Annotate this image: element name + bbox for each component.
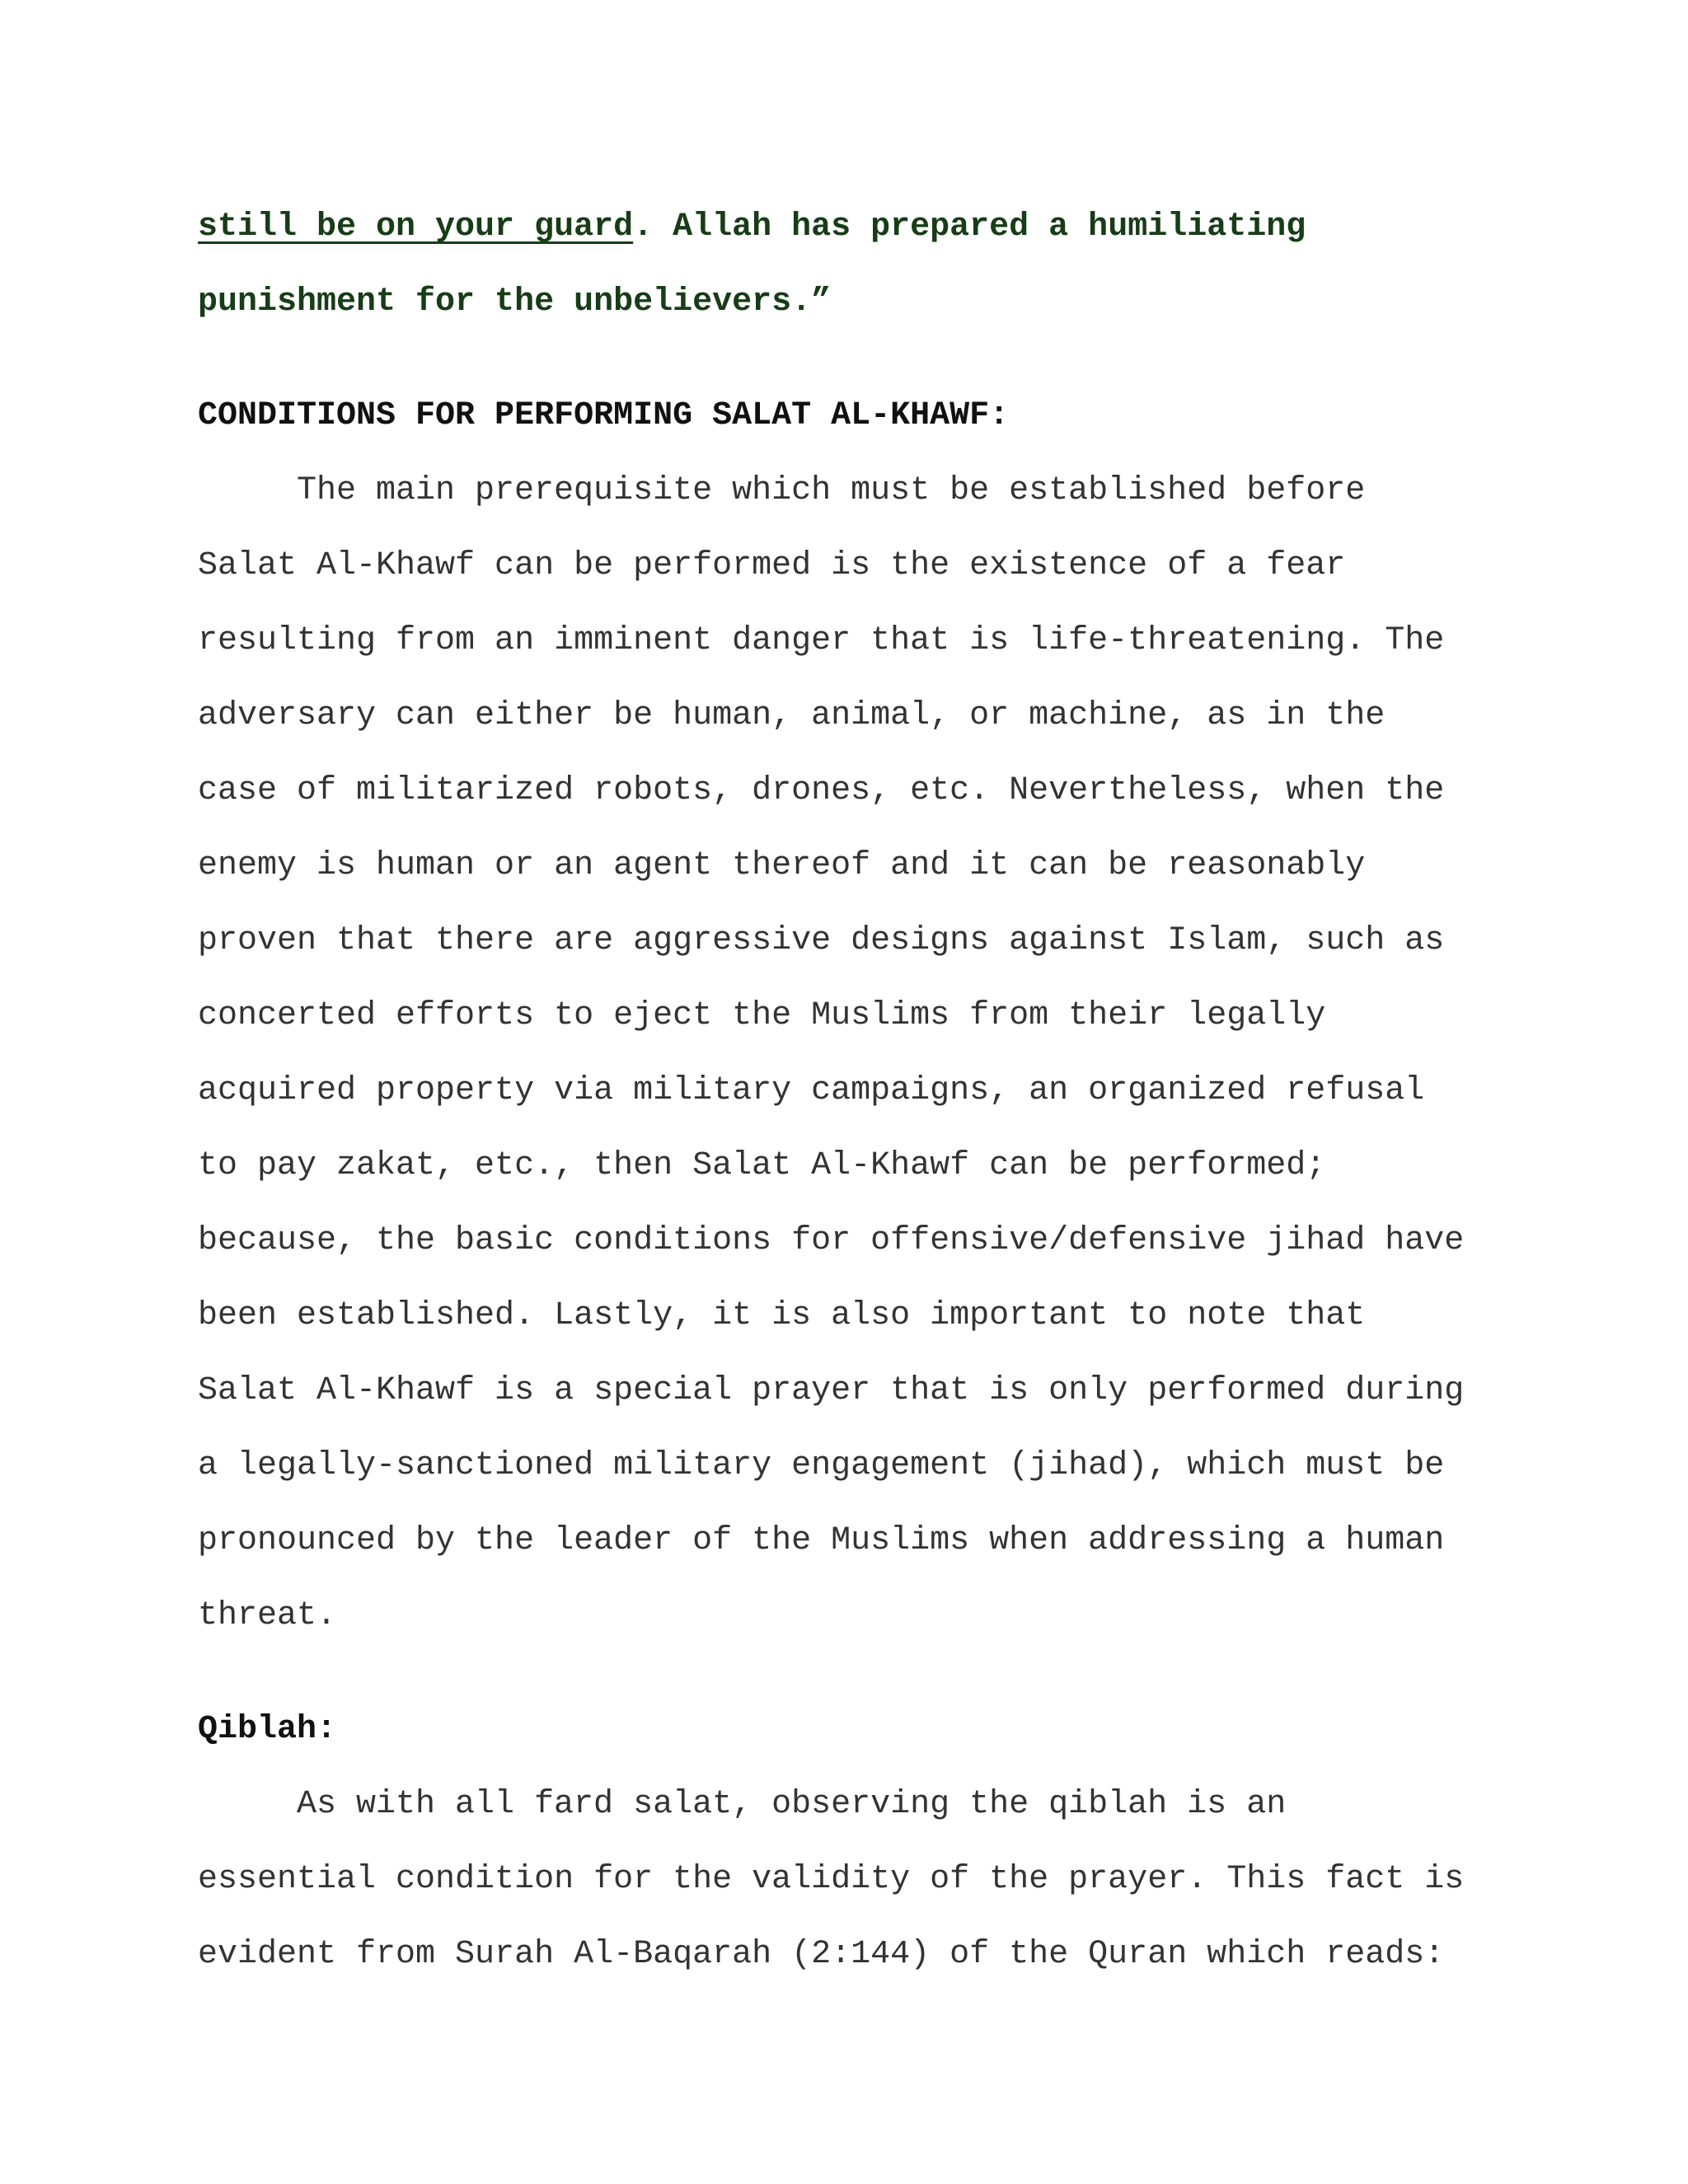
paragraph-line: adversary can either be human, animal, or machine, as in the (198, 697, 1386, 734)
paragraph-line: As with all fard salat, observing the qiblah is an (297, 1786, 1287, 1823)
paragraph-line: concerted efforts to eject the Muslims from their legally (198, 997, 1326, 1034)
section-heading-qiblah: Qiblah: (198, 1711, 337, 1748)
paragraph-line: pronounced by the leader of the Muslims when addressing a human (198, 1522, 1445, 1559)
paragraph-line: essential condition for the validity of the prayer. This fact is (198, 1861, 1465, 1898)
paragraph-line: proven that there are aggressive designs against Islam, such as (198, 922, 1445, 959)
paragraph-line: Salat Al-Khawf is a special prayer that is only performed during (198, 1372, 1465, 1409)
spacer (198, 340, 1484, 378)
spacer (198, 1653, 1484, 1692)
paragraph-line: Salat Al-Khawf can be performed is the existence of a fear (198, 547, 1346, 584)
paragraph-line: The main prerequisite which must be established before (297, 472, 1366, 509)
quote-line-2: punishment for the unbelievers.” (198, 284, 832, 321)
paragraph-line: because, the basic conditions for offensive/defensive jihad have (198, 1222, 1465, 1259)
paragraph-line: a legally-sanctioned military engagement (jihad), which must be (198, 1447, 1445, 1484)
paragraph-line: acquired property via military campaigns, an organized refusal (198, 1072, 1425, 1109)
paragraph-line: evident from Surah Al-Baqarah (2:144) of the Quran which reads: (198, 1936, 1445, 1973)
paragraph-line: to pay zakat, etc., then Salat Al-Khawf can be performed; (198, 1147, 1326, 1184)
paragraph-line: threat. (198, 1597, 337, 1634)
paragraph-line: case of militarized robots, drones, etc. Nevertheless, when the (198, 772, 1445, 809)
paragraph-line: resulting from an imminent danger that is life-threatening. The (198, 622, 1445, 659)
paragraph-line: enemy is human or an agent thereof and it can be reasonably (198, 847, 1366, 884)
underlined-phrase: still be on your guard (198, 209, 634, 246)
quote-line-1-rest: . Allah has prepared a humiliating (633, 209, 1306, 246)
paragraph-line: been established. Lastly, it is also important to note that (198, 1297, 1366, 1334)
section-heading-conditions: CONDITIONS FOR PERFORMING SALAT AL-KHAWF: (198, 397, 1010, 434)
quote-line-1 (198, 190, 1484, 265)
document-page (198, 190, 1484, 1992)
